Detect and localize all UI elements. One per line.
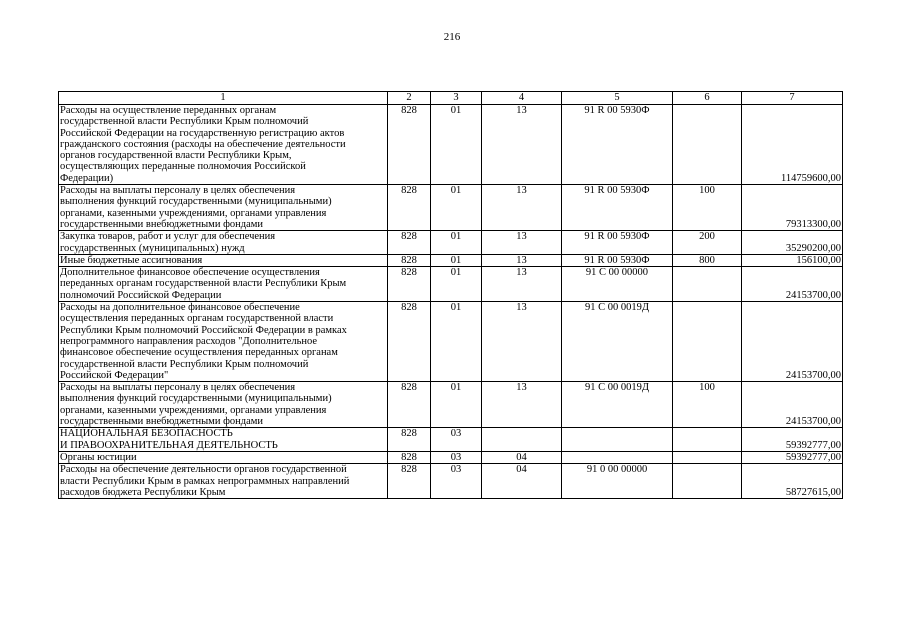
expense-type-code <box>673 302 742 382</box>
expense-type-code: 800 <box>673 254 742 266</box>
ministry-code: 828 <box>388 267 431 302</box>
expense-type-code <box>673 105 742 185</box>
target-article-code: 91 R 00 5930Ф <box>562 185 673 231</box>
ministry-code: 828 <box>388 185 431 231</box>
table-row <box>59 428 843 452</box>
row-name: Расходы на выплаты персоналу в целях обеспечения выполнения функций государственными (муниципальными) органами, казенными учреждениями, органами управления государственными внебюджетными фондами <box>59 382 388 428</box>
target-article-code: 91 R 00 5930Ф <box>562 254 673 266</box>
table-row <box>59 185 843 231</box>
section-code: 03 <box>431 464 482 499</box>
column-number-1: 1 <box>59 92 388 105</box>
section-code: 01 <box>431 382 482 428</box>
column-number-5: 5 <box>562 92 673 105</box>
expense-type-code: 100 <box>673 185 742 231</box>
table-row <box>59 105 843 185</box>
amount: 58727615,00 <box>742 464 843 499</box>
target-article-code: 91 С 00 0019Д <box>562 302 673 382</box>
row-name: Расходы на осуществление переданных органам государственной власти Республики Крым полномочий Российской Федерации на государственную регистрацию актов гражданского состояния (расходы на обеспечение деятельности органов государственной власти Республики Крым, осуществляющих переданные полномочия Российской Федерации) <box>59 105 388 185</box>
ministry-code: 828 <box>388 302 431 382</box>
subsection-code: 13 <box>482 267 562 302</box>
section-code: 01 <box>431 302 482 382</box>
row-name: Органы юстиции <box>59 451 388 463</box>
row-name: Расходы на выплаты персоналу в целях обеспечения выполнения функций государственными (муниципальными) органами, казенными учреждениями, органами управления государственными внебюджетными фондами <box>59 185 388 231</box>
subsection-code: 04 <box>482 464 562 499</box>
section-code: 01 <box>431 185 482 231</box>
ministry-code: 828 <box>388 451 431 463</box>
expense-type-code <box>673 451 742 463</box>
column-number-6: 6 <box>673 92 742 105</box>
amount: 59392777,00 <box>742 451 843 463</box>
column-number-3: 3 <box>431 92 482 105</box>
ministry-code: 828 <box>388 428 431 452</box>
amount: 156100,00 <box>742 254 843 266</box>
table-row <box>59 267 843 302</box>
table-row <box>59 464 843 499</box>
ministry-code: 828 <box>388 254 431 266</box>
target-article-code: 91 R 00 5930Ф <box>562 105 673 185</box>
subsection-code: 13 <box>482 185 562 231</box>
target-article-code <box>562 428 673 452</box>
ministry-code: 828 <box>388 382 431 428</box>
subsection-code <box>482 428 562 452</box>
column-number-4: 4 <box>482 92 562 105</box>
expense-type-code <box>673 464 742 499</box>
table-row <box>59 302 843 382</box>
target-article-code: 91 0 00 00000 <box>562 464 673 499</box>
section-code: 01 <box>431 254 482 266</box>
expense-type-code: 200 <box>673 231 742 255</box>
table-row <box>59 231 843 255</box>
section-code: 03 <box>431 451 482 463</box>
subsection-code: 04 <box>482 451 562 463</box>
subsection-code: 13 <box>482 254 562 266</box>
table-header-row <box>59 92 843 105</box>
ministry-code: 828 <box>388 105 431 185</box>
amount: 35290200,00 <box>742 231 843 255</box>
target-article-code: 91 С 00 00000 <box>562 267 673 302</box>
expense-type-code: 100 <box>673 382 742 428</box>
amount: 24153700,00 <box>742 267 843 302</box>
budget-table <box>58 91 843 499</box>
row-name: Расходы на обеспечение деятельности органов государственной власти Республики Крым в рамках непрограммных направлений расходов бюджета Республики Крым <box>59 464 388 499</box>
page-number: 216 <box>443 31 461 43</box>
row-name: Расходы на дополнительное финансовое обеспечение осуществления переданных органам государственной власти Республики Крым полномочий Российской Федерации в рамках непрограммного направления расходов "Дополнительное финансовое обеспечение осуществления переданных органам государственной власти Республики Крым полномочий Российской Федерации" <box>59 302 388 382</box>
column-number-7: 7 <box>742 92 843 105</box>
amount: 114759600,00 <box>742 105 843 185</box>
amount: 24153700,00 <box>742 302 843 382</box>
section-code: 01 <box>431 105 482 185</box>
subsection-code: 13 <box>482 231 562 255</box>
subsection-code: 13 <box>482 382 562 428</box>
section-code: 01 <box>431 231 482 255</box>
row-name: Дополнительное финансовое обеспечение осуществления переданных органам государственной власти Республики Крым полномочий Российской Федерации <box>59 267 388 302</box>
amount: 59392777,00 <box>742 428 843 452</box>
target-article-code: 91 R 00 5930Ф <box>562 231 673 255</box>
amount: 24153700,00 <box>742 382 843 428</box>
table-row <box>59 254 843 266</box>
expense-type-code <box>673 267 742 302</box>
subsection-code: 13 <box>482 302 562 382</box>
target-article-code <box>562 451 673 463</box>
section-code: 03 <box>431 428 482 452</box>
subsection-code: 13 <box>482 105 562 185</box>
row-name: Иные бюджетные ассигнования <box>59 254 388 266</box>
ministry-code: 828 <box>388 231 431 255</box>
row-name: Закупка товаров, работ и услуг для обеспечения государственных (муниципальных) нужд <box>59 231 388 255</box>
expense-type-code <box>673 428 742 452</box>
target-article-code: 91 С 00 0019Д <box>562 382 673 428</box>
row-name: НАЦИОНАЛЬНАЯ БЕЗОПАСНОСТЬ И ПРАВООХРАНИТЕЛЬНАЯ ДЕЯТЕЛЬНОСТЬ <box>59 428 388 452</box>
table-row <box>59 382 843 428</box>
ministry-code: 828 <box>388 464 431 499</box>
section-code: 01 <box>431 267 482 302</box>
column-number-2: 2 <box>388 92 431 105</box>
amount: 79313300,00 <box>742 185 843 231</box>
table-row <box>59 451 843 463</box>
